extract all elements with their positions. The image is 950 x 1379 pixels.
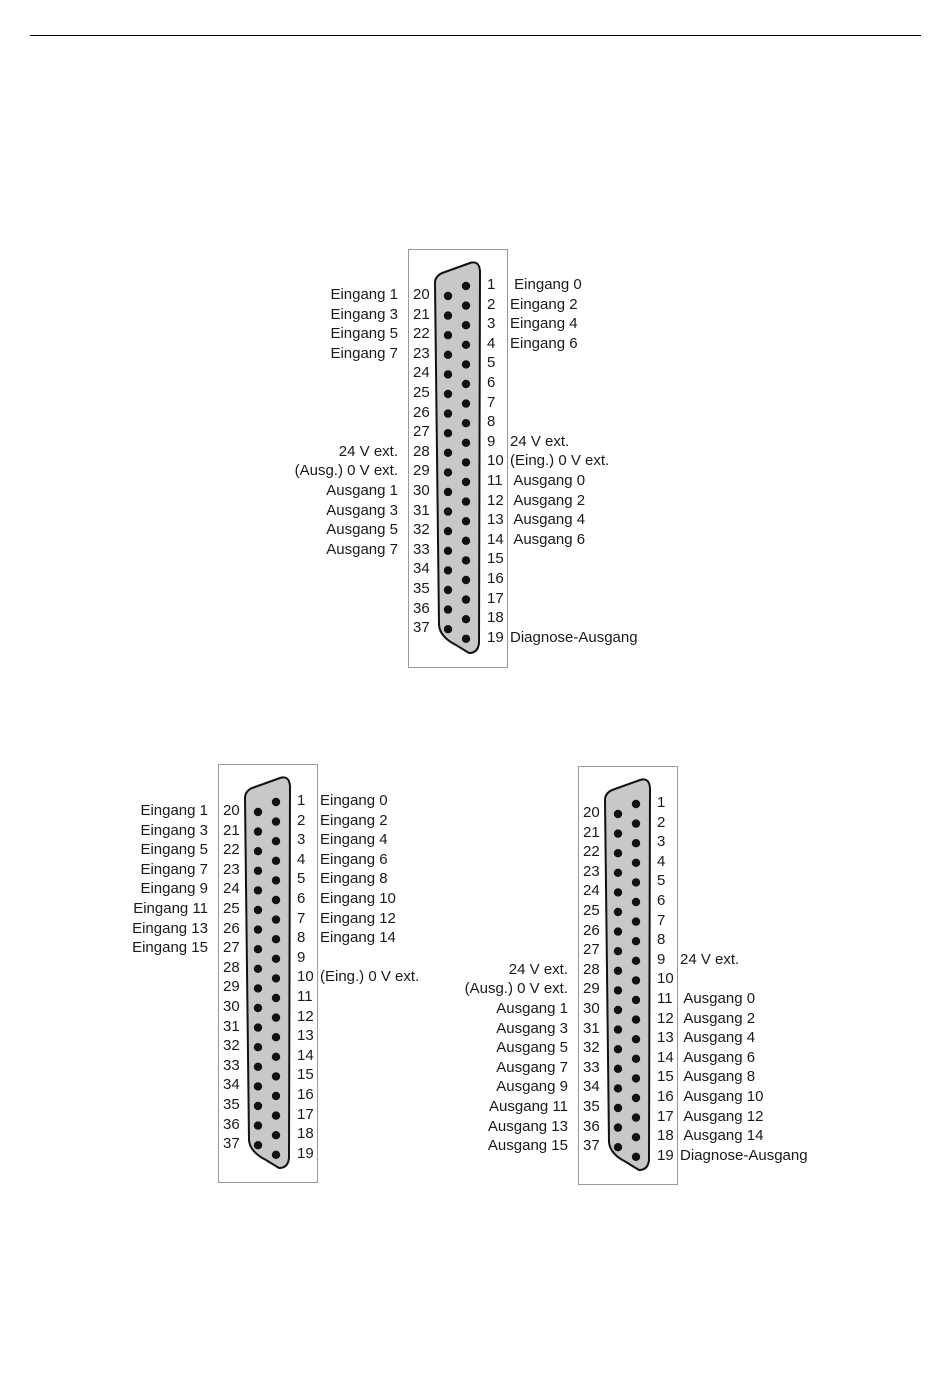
pin-number: 33 <box>413 540 430 558</box>
pin-number: 31 <box>223 1017 240 1035</box>
pin-number: 23 <box>583 862 600 880</box>
pin-label: Eingang 7 <box>140 860 208 878</box>
pin-number: 8 <box>297 929 306 947</box>
pin-label: Ausgang 6 <box>510 530 586 548</box>
pin-number: 5 <box>297 870 306 888</box>
pin-label: Eingang 0 <box>320 792 388 809</box>
pin-number: 7 <box>297 909 306 927</box>
pin-number: 35 <box>583 1098 600 1115</box>
pin-number: 30 <box>223 998 240 1015</box>
pin-number: 32 <box>583 1039 600 1057</box>
pin-number: 21 <box>413 305 430 323</box>
pin-dot <box>632 937 640 945</box>
pin-number: 34 <box>223 1076 240 1094</box>
pin-number: 28 <box>223 958 240 976</box>
pin-label: Eingang 0 <box>510 276 582 293</box>
pin-number: 4 <box>657 852 666 870</box>
pin-number: 37 <box>223 1135 240 1153</box>
pin-label: Eingang 13 <box>132 919 208 937</box>
pin-number: 17 <box>657 1107 674 1125</box>
pin-label: Eingang 11 <box>133 900 208 917</box>
pin-number: 20 <box>223 802 240 819</box>
pin-number: 13 <box>487 511 504 529</box>
pin-number: 5 <box>657 872 666 890</box>
pin-label: Ausgang 14 <box>680 1127 764 1145</box>
pin-dot <box>614 869 622 877</box>
pin-dot <box>614 1104 622 1112</box>
pin-label: Eingang 1 <box>140 802 208 819</box>
pin-label: 24 V ext. <box>680 950 740 968</box>
pin-label: Eingang 14 <box>320 929 396 947</box>
pin-label: Ausgang 5 <box>326 521 398 539</box>
pin-number: 37 <box>583 1137 600 1155</box>
pin-label: Ausgang 5 <box>496 1039 568 1057</box>
pin-number: 13 <box>297 1027 314 1045</box>
pin-number: 32 <box>223 1037 240 1055</box>
pin-label: Eingang 3 <box>330 305 398 323</box>
pin-number: 6 <box>297 890 306 907</box>
pin-dot <box>632 996 640 1004</box>
pin-dot <box>632 1074 640 1082</box>
pin-label: Eingang 9 <box>140 880 208 898</box>
pin-label: Ausgang 6 <box>680 1048 756 1066</box>
pin-number: 18 <box>657 1127 674 1145</box>
pin-dot <box>614 1084 622 1092</box>
pin-label: Ausgang 13 <box>487 1117 568 1135</box>
pin-dot <box>632 898 640 906</box>
pin-number: 23 <box>413 344 430 362</box>
pin-number: 9 <box>487 432 496 450</box>
pin-number: 8 <box>487 413 496 431</box>
pin-number: 24 <box>223 880 240 898</box>
pin-dot <box>614 927 622 935</box>
pin-number: 2 <box>297 811 306 829</box>
connector-shell <box>605 779 650 1170</box>
pin-number: 14 <box>297 1046 314 1064</box>
pin-dot <box>632 957 640 965</box>
pin-number: 24 <box>413 364 430 382</box>
pin-number: 15 <box>487 550 504 568</box>
pin-number: 34 <box>583 1078 600 1096</box>
pin-number: 5 <box>487 354 496 372</box>
pin-label: Ausgang 9 <box>496 1078 568 1096</box>
pin-dot <box>632 1035 640 1043</box>
pin-dot <box>614 908 622 916</box>
pin-number: 4 <box>487 334 496 352</box>
pin-label: Ausgang 3 <box>326 501 398 519</box>
pin-label: Eingang 3 <box>140 821 208 839</box>
pin-label: Ausgang 12 <box>680 1107 764 1125</box>
pin-number: 29 <box>583 980 600 998</box>
pin-label: Eingang 10 <box>320 890 396 907</box>
pin-label: (Eing.) 0 V ext. <box>320 968 420 986</box>
pin-label: (Ausg.) 0 V ext. <box>294 462 398 480</box>
pin-number: 6 <box>657 892 666 909</box>
pin-number: 27 <box>413 423 430 441</box>
pin-number: 9 <box>297 948 306 966</box>
pin-label: Eingang 15 <box>132 939 208 957</box>
pin-label: Ausgang 1 <box>326 482 398 499</box>
pin-number: 9 <box>657 950 666 968</box>
pin-number: 30 <box>413 482 430 499</box>
pin-number: 11 <box>487 472 503 489</box>
pin-number: 12 <box>657 1009 674 1027</box>
pin-label: Eingang 1 <box>330 286 398 303</box>
pin-number: 10 <box>297 968 314 986</box>
pin-number: 6 <box>487 374 496 391</box>
pin-label: Ausgang 7 <box>496 1058 568 1076</box>
pin-dot <box>632 1133 640 1141</box>
pin-dot <box>632 917 640 925</box>
pin-number: 22 <box>583 843 600 861</box>
pin-number: 11 <box>657 990 673 1007</box>
pin-number: 3 <box>487 315 496 333</box>
pin-label: Eingang 2 <box>320 811 388 829</box>
pin-number: 28 <box>583 960 600 978</box>
pin-label: 24 V ext. <box>338 442 398 460</box>
pin-number: 27 <box>223 939 240 957</box>
pin-dot <box>632 800 640 808</box>
pin-number: 2 <box>657 813 666 831</box>
pin-number: 22 <box>223 841 240 859</box>
pin-number: 1 <box>657 794 666 811</box>
pin-label: Ausgang 3 <box>496 1019 568 1037</box>
pin-number: 8 <box>657 931 666 949</box>
pin-number: 19 <box>297 1144 314 1162</box>
pin-label: Ausgang 2 <box>680 1009 756 1027</box>
pin-number: 36 <box>223 1115 240 1133</box>
pin-label: Ausgang 8 <box>680 1068 756 1086</box>
pin-label: Ausgang 1 <box>496 1000 568 1017</box>
pin-label: Eingang 5 <box>140 841 208 859</box>
pin-number: 29 <box>223 978 240 996</box>
pin-number: 11 <box>297 988 313 1005</box>
pin-label: Eingang 4 <box>510 315 578 333</box>
pin-number: 33 <box>583 1058 600 1076</box>
pin-label: Ausgang 0 <box>510 472 586 489</box>
pin-label: (Eing.) 0 V ext. <box>510 452 610 470</box>
pin-number: 12 <box>297 1007 314 1025</box>
pin-dot <box>614 967 622 975</box>
pin-number: 3 <box>297 831 306 849</box>
pin-label: Ausgang 10 <box>680 1088 764 1105</box>
pin-dot <box>614 1123 622 1131</box>
pin-dot <box>632 839 640 847</box>
pin-number: 7 <box>487 393 496 411</box>
pin-number: 16 <box>297 1086 314 1103</box>
pin-number: 35 <box>223 1096 240 1113</box>
pin-number: 16 <box>657 1088 674 1105</box>
pin-dot <box>614 986 622 994</box>
pin-number: 18 <box>297 1125 314 1143</box>
pin-number: 32 <box>413 521 430 539</box>
pin-number: 1 <box>297 792 306 809</box>
pin-number: 33 <box>223 1056 240 1074</box>
pin-label: Eingang 4 <box>320 831 388 849</box>
pin-dot <box>632 1113 640 1121</box>
pin-number: 20 <box>583 804 600 821</box>
pin-number: 31 <box>413 501 430 519</box>
pin-dot <box>632 1015 640 1023</box>
pin-number: 14 <box>657 1048 674 1066</box>
pin-dot <box>632 878 640 886</box>
pin-number: 17 <box>487 589 504 607</box>
pin-label: (Ausg.) 0 V ext. <box>464 980 568 998</box>
pin-number: 31 <box>583 1019 600 1037</box>
pin-label: Diagnose-Ausgang <box>680 1146 808 1164</box>
pin-number: 23 <box>223 860 240 878</box>
pin-number: 26 <box>223 919 240 937</box>
pin-label: Ausgang 15 <box>487 1137 568 1155</box>
pin-number: 29 <box>413 462 430 480</box>
pin-number: 35 <box>413 580 430 597</box>
pin-number: 15 <box>297 1066 314 1084</box>
pin-number: 14 <box>487 530 504 548</box>
pin-number: 15 <box>657 1068 674 1086</box>
pin-dot <box>614 1143 622 1151</box>
pin-number: 17 <box>297 1105 314 1123</box>
pin-label: Eingang 8 <box>320 870 388 888</box>
pin-label: Eingang 6 <box>320 850 388 868</box>
pin-number: 10 <box>657 970 674 988</box>
pin-label: Eingang 5 <box>330 325 398 343</box>
pin-dot <box>614 1065 622 1073</box>
pin-number: 7 <box>657 911 666 929</box>
pin-number: 16 <box>487 570 504 587</box>
pin-label: Ausgang 0 <box>680 990 756 1007</box>
pin-number: 22 <box>413 325 430 343</box>
pin-number: 37 <box>413 619 430 637</box>
pin-number: 4 <box>297 850 306 868</box>
pin-label: Eingang 7 <box>330 344 398 362</box>
pin-number: 19 <box>487 628 504 646</box>
pin-label: Ausgang 4 <box>680 1029 756 1047</box>
pin-number: 26 <box>583 921 600 939</box>
pin-dot <box>614 888 622 896</box>
pin-number: 12 <box>487 491 504 509</box>
pin-label: 24 V ext. <box>508 960 568 978</box>
pin-dot <box>614 810 622 818</box>
pin-number: 25 <box>223 900 240 917</box>
pin-label: Ausgang 4 <box>510 511 586 529</box>
pin-number: 25 <box>413 384 430 401</box>
pin-dot <box>632 819 640 827</box>
pin-number: 21 <box>223 821 240 839</box>
pin-number: 30 <box>583 1000 600 1017</box>
pin-label: Ausgang 11 <box>489 1098 568 1115</box>
pin-number: 3 <box>657 833 666 851</box>
pin-dot <box>614 947 622 955</box>
pin-number: 25 <box>583 902 600 919</box>
pin-number: 24 <box>583 882 600 900</box>
pin-dot <box>614 1045 622 1053</box>
pin-number: 21 <box>583 823 600 841</box>
pin-dot <box>632 859 640 867</box>
pin-dot <box>632 1094 640 1102</box>
pin-number: 28 <box>413 442 430 460</box>
pin-label: Eingang 2 <box>510 295 578 313</box>
pin-dot <box>614 1006 622 1014</box>
pin-number: 34 <box>413 560 430 578</box>
pin-number: 2 <box>487 295 496 313</box>
pin-dot <box>632 976 640 984</box>
pin-label: Diagnose-Ausgang <box>510 628 638 646</box>
pin-number: 19 <box>657 1146 674 1164</box>
pin-label: Eingang 12 <box>320 909 396 927</box>
pin-dot <box>614 849 622 857</box>
pin-number: 10 <box>487 452 504 470</box>
pin-dot <box>614 829 622 837</box>
pin-number: 1 <box>487 276 496 293</box>
pin-dot <box>632 1055 640 1063</box>
pin-number: 13 <box>657 1029 674 1047</box>
pin-number: 18 <box>487 609 504 627</box>
pin-number: 36 <box>583 1117 600 1135</box>
pin-label: Ausgang 2 <box>510 491 586 509</box>
pin-label: Ausgang 7 <box>326 540 398 558</box>
pin-label: Eingang 6 <box>510 334 578 352</box>
pin-dot <box>632 1153 640 1161</box>
pin-number: 27 <box>583 941 600 959</box>
pin-number: 36 <box>413 599 430 617</box>
pin-label: 24 V ext. <box>510 432 570 450</box>
pin-number: 20 <box>413 286 430 303</box>
pin-number: 26 <box>413 403 430 421</box>
pin-dot <box>614 1025 622 1033</box>
